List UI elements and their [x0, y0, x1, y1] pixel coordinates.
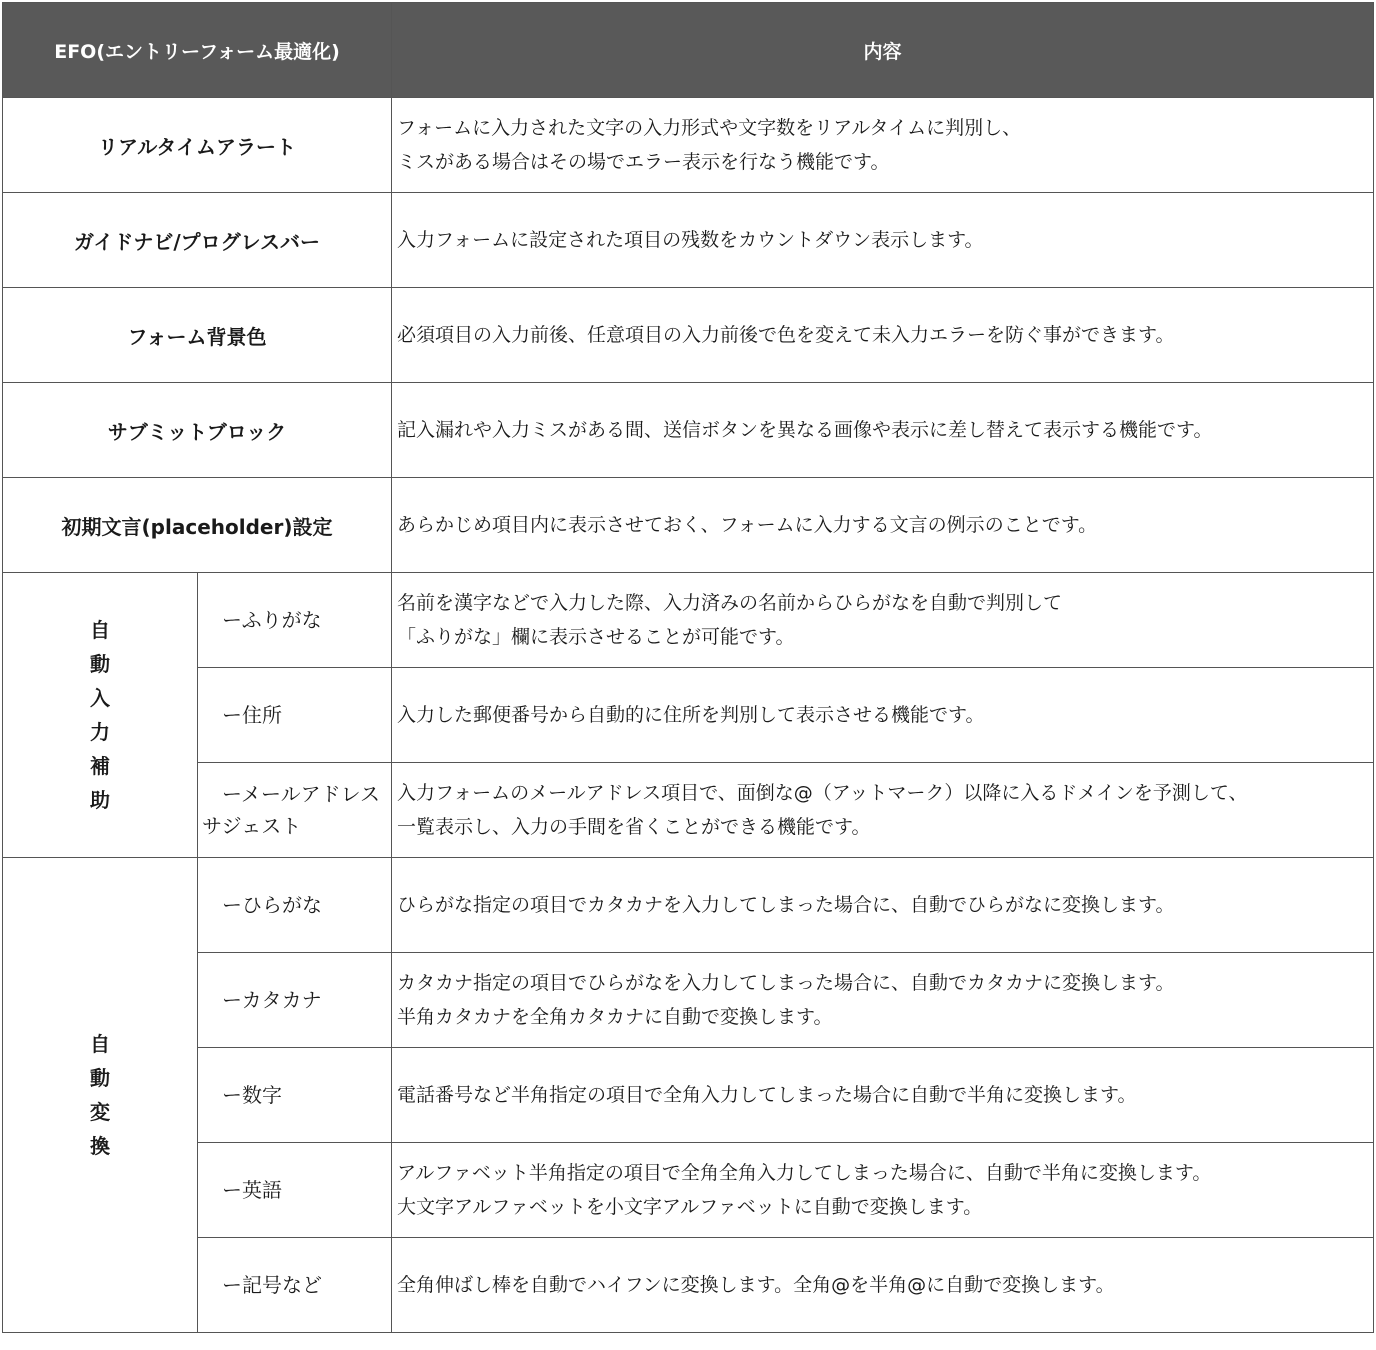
description-line: 入力フォームのメールアドレス項目で、面倒な@（アットマーク）以降に入るドメインを予測して、 — [397, 782, 1248, 804]
feature-description — [392, 1143, 1374, 1238]
table-row — [3, 858, 1374, 953]
description-line: 電話番号など半角指定の項目で全角入力してしまった場合に自動で半角に変換します。 — [397, 1084, 1137, 1106]
table-row — [3, 1238, 1374, 1333]
description-line: 大文字アルファベットを小文字アルファベットに自動で変換します。 — [397, 1196, 983, 1218]
sub-feature-name: ー住所 — [198, 668, 392, 763]
description-line: ひらがな指定の項目でカタカナを入力してしまった場合に、自動でひらがなに変換します。 — [397, 894, 1175, 916]
table-row — [3, 193, 1374, 288]
group-label-auto-input-assist — [3, 573, 198, 858]
sub-feature-name: ーカタカナ — [198, 953, 392, 1048]
table-row — [3, 98, 1374, 193]
group-label-char: 自 — [90, 1032, 110, 1056]
group-label-char: 動 — [90, 1066, 110, 1090]
feature-description — [392, 1048, 1374, 1143]
table-header-row — [3, 3, 1374, 98]
description-line: 必須項目の入力前後、任意項目の入力前後で色を変えて未入力エラーを防ぐ事ができます。 — [397, 324, 1175, 346]
group-label-char: 換 — [90, 1134, 110, 1158]
feature-description — [392, 1238, 1374, 1333]
description-line: 名前を漢字などで入力した際、入力済みの名前からひらがなを自動で判別して — [397, 592, 1063, 614]
feature-description — [392, 668, 1374, 763]
feature-name: フォーム背景色 — [3, 288, 392, 383]
description-line: ミスがある場合はその場でエラー表示を行なう機能です。 — [397, 151, 890, 173]
table-row — [3, 1143, 1374, 1238]
table-row — [3, 953, 1374, 1048]
header-feature: EFO(エントリーフォーム最適化) — [3, 3, 392, 98]
description-line: 半角カタカナを全角カタカナに自動で変換します。 — [397, 1006, 833, 1028]
table-row — [3, 668, 1374, 763]
description-line: 一覧表示し、入力の手間を省くことができる機能です。 — [397, 816, 871, 838]
sub-feature-name: ーひらがな — [198, 858, 392, 953]
sub-feature-name: ー記号など — [198, 1238, 392, 1333]
table-row — [3, 288, 1374, 383]
sub-feature-name: ー数字 — [198, 1048, 392, 1143]
group-label-char: 変 — [90, 1100, 110, 1124]
table-row — [3, 1048, 1374, 1143]
description-line: フォームに入力された文字の入力形式や文字数をリアルタイムに判別し、 — [397, 117, 1022, 139]
description-line: 記入漏れや入力ミスがある間、送信ボタンを異なる画像や表示に差し替えて表示する機能です。 — [397, 419, 1213, 441]
description-line: 入力フォームに設定された項目の残数をカウントダウン表示します。 — [397, 229, 984, 251]
efo-feature-table — [2, 2, 1374, 1333]
table-row — [3, 763, 1374, 858]
feature-name: ガイドナビ/プログレスバー — [3, 193, 392, 288]
feature-description — [392, 98, 1374, 193]
feature-description — [392, 478, 1374, 573]
description-line: 「ふりがな」欄に表示させることが可能です。 — [397, 626, 795, 648]
feature-description — [392, 573, 1374, 668]
description-line: カタカナ指定の項目でひらがなを入力してしまった場合に、自動でカタカナに変換します。 — [397, 972, 1175, 994]
sub-feature-name: ーふりがな — [198, 573, 392, 668]
group-label-char: 動 — [90, 652, 110, 676]
feature-description — [392, 288, 1374, 383]
table-row — [3, 383, 1374, 478]
group-label-char: 自 — [90, 618, 110, 642]
description-line: あらかじめ項目内に表示させておく、フォームに入力する文言の例示のことです。 — [397, 514, 1098, 536]
group-label-char: 助 — [90, 788, 110, 812]
description-line: アルファベット半角指定の項目で全角全角入力してしまった場合に、自動で半角に変換します。 — [397, 1162, 1212, 1184]
feature-description — [392, 193, 1374, 288]
description-line: 入力した郵便番号から自動的に住所を判別して表示させる機能です。 — [397, 704, 985, 726]
feature-description — [392, 763, 1374, 858]
sub-feature-name: ー英語 — [198, 1143, 392, 1238]
feature-name: リアルタイムアラート — [3, 98, 392, 193]
table-row — [3, 573, 1374, 668]
feature-description — [392, 383, 1374, 478]
sub-feature-name: ーメールアドレスサジェスト — [198, 763, 392, 858]
group-label-auto-conversion — [3, 858, 198, 1333]
table-row — [3, 478, 1374, 573]
feature-name: サブミットブロック — [3, 383, 392, 478]
header-content: 内容 — [392, 3, 1374, 98]
feature-description — [392, 858, 1374, 953]
feature-description — [392, 953, 1374, 1048]
group-label-char: 入 — [90, 686, 110, 710]
group-label-char: 力 — [90, 720, 110, 744]
feature-name: 初期文言(placeholder)設定 — [3, 478, 392, 573]
description-line: 全角伸ばし棒を自動でハイフンに変換します。全角@を半角@に自動で変換します。 — [397, 1274, 1115, 1296]
group-label-char: 補 — [90, 754, 110, 778]
